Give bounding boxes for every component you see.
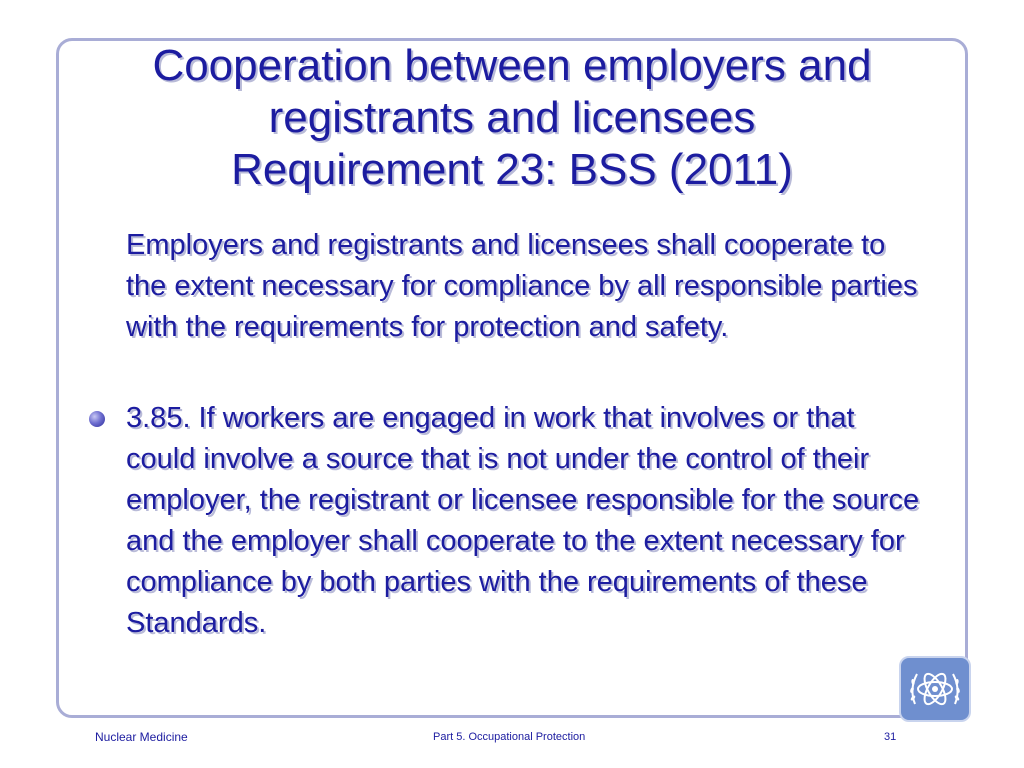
- slide-title-line-3: Requirement 23: BSS (2011): [231, 145, 793, 194]
- slide-title-line-1: Cooperation between employers and: [152, 41, 872, 90]
- bullet-item-3-85: 3.85. If workers are engaged in work that involves or that could involve a source that is not under the control of their employer, the registrant or licensee responsible for the source and the employer shall cooperate to the extent necessary for compliance by both parties with the requirements of these Standards.: [126, 402, 920, 639]
- requirement-paragraph: Employers and registrants and licensees shall cooperate to the extent necessary for compliance by all responsible parties with the requirements for protection and safety.: [126, 229, 918, 343]
- iaea-atom-logo-icon: [901, 658, 969, 720]
- slide-title: [60, 40, 964, 196]
- footer-part-title: Part 5. Occupational Protection: [433, 731, 586, 743]
- footer-course-name: Nuclear Medicine: [95, 730, 188, 744]
- slide-title-line-2: registrants and licensees: [268, 93, 756, 142]
- iaea-logo-icon: [899, 656, 971, 722]
- bullet-icon: [89, 411, 105, 427]
- footer-page-number: 31: [884, 731, 897, 743]
